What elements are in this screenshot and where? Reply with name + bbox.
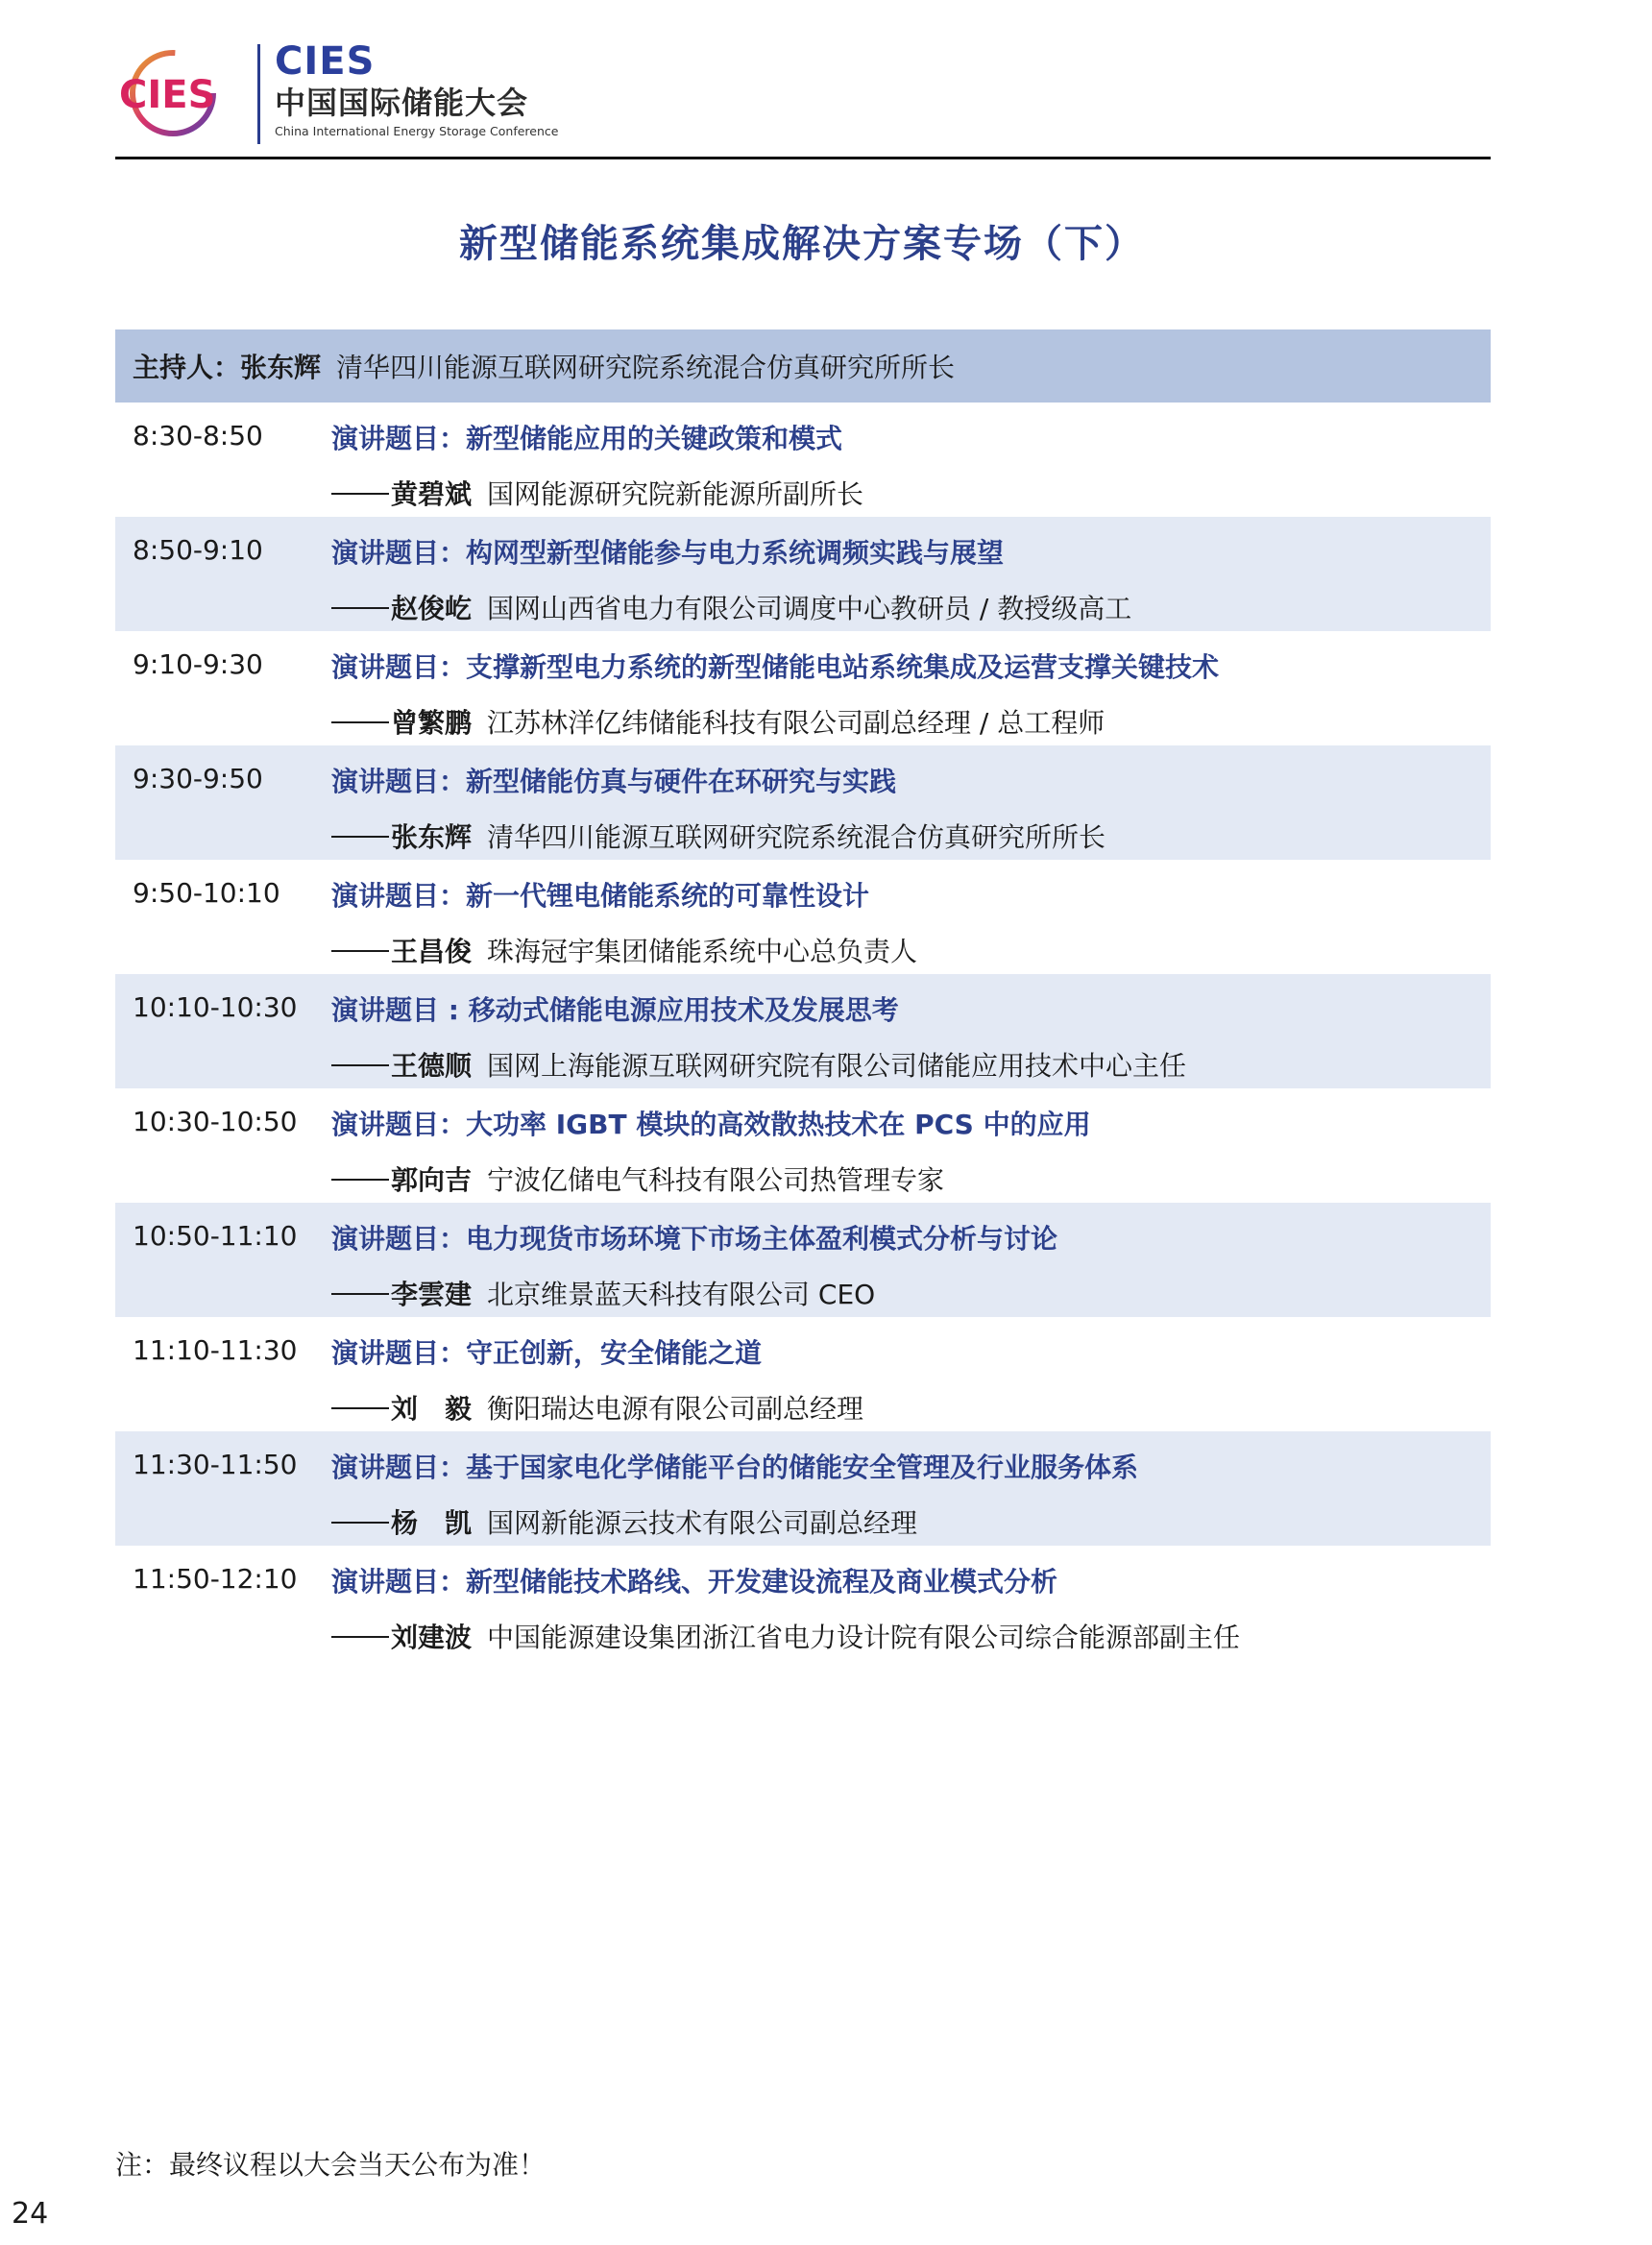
speaker-name: 刘建波	[391, 1622, 473, 1653]
em-dash-rule	[331, 493, 389, 495]
em-dash-rule	[331, 836, 389, 838]
speaker-name: 王德顺	[391, 1050, 473, 1082]
speaker-affiliation: 国网新能源云技术有限公司副总经理	[487, 1507, 918, 1539]
em-dash-rule	[331, 607, 389, 609]
slot-topic: 演讲题目：基于国家电化学储能平台的储能安全管理及行业服务体系	[331, 1452, 1139, 1483]
speaker-affiliation: 中国能源建设集团浙江省电力设计院有限公司综合能源部副主任	[487, 1622, 1241, 1653]
host-label: 主持人：张东辉	[133, 352, 322, 383]
speaker-affiliation: 衡阳瑞达电源有限公司副总经理	[487, 1393, 864, 1425]
header-rule	[115, 157, 1491, 159]
speaker-line	[331, 1045, 1186, 1084]
slot-time: 9:10-9:30	[133, 648, 263, 680]
speaker-line	[331, 1159, 944, 1198]
slot-topic: 演讲题目：大功率 IGBT 模块的高效散热技术在 PCS 中的应用	[331, 1109, 1091, 1140]
em-dash-rule	[331, 1407, 389, 1409]
agenda-row	[115, 517, 1491, 631]
slot-topic: 演讲题目：电力现货市场环境下市场主体盈利模式分析与讨论	[331, 1223, 1058, 1255]
host-description: 清华四川能源互联网研究院系统混合仿真研究所所长	[336, 352, 956, 383]
speaker-name: 张东辉	[391, 821, 473, 853]
em-dash-rule	[331, 1064, 389, 1066]
slot-time: 8:30-8:50	[133, 420, 263, 451]
svg-text:CIES: CIES	[119, 73, 216, 117]
host-row	[115, 329, 1491, 403]
em-dash-rule	[331, 1522, 389, 1524]
speaker-line	[331, 931, 917, 969]
slot-time: 8:50-9:10	[133, 534, 263, 566]
slot-time: 10:10-10:30	[133, 991, 298, 1023]
speaker-line	[331, 588, 1131, 626]
em-dash-rule	[331, 950, 389, 952]
speaker-affiliation: 珠海冠宇集团储能系统中心总负责人	[487, 936, 918, 967]
speaker-name: 曾繁鹏	[391, 707, 473, 739]
slot-topic: 演讲题目：新型储能应用的关键政策和模式	[331, 423, 843, 454]
speaker-name: 郭向吉	[391, 1164, 473, 1196]
agenda-row	[115, 1203, 1491, 1317]
slot-topic: 演讲题目：构网型新型储能参与电力系统调频实践与展望	[331, 537, 1005, 569]
agenda-row	[115, 403, 1491, 517]
conference-logo	[113, 37, 594, 150]
speaker-line	[331, 702, 1105, 741]
speaker-line	[331, 1502, 917, 1541]
em-dash-rule	[331, 1636, 389, 1638]
speaker-affiliation: 国网上海能源互联网研究院有限公司储能应用技术中心主任	[487, 1050, 1187, 1082]
em-dash-rule	[331, 721, 389, 723]
slot-time: 11:30-11:50	[133, 1449, 298, 1480]
agenda-row	[115, 1088, 1491, 1203]
em-dash-rule	[331, 1293, 389, 1295]
slot-time: 9:50-10:10	[133, 877, 280, 909]
cies-logo-mark-icon	[113, 46, 240, 140]
speaker-name: 黄碧斌	[391, 478, 473, 510]
speaker-name: 杨 凯	[391, 1507, 473, 1539]
session-title: 新型储能系统集成解决方案专场（下）	[459, 222, 1145, 266]
speaker-name: 王昌俊	[391, 936, 473, 967]
agenda-note: 注：最终议程以大会当天公布为准！	[115, 2149, 547, 2181]
logo-wordmark	[275, 40, 558, 140]
slot-time: 11:50-12:10	[133, 1563, 298, 1595]
speaker-name: 李雲建	[391, 1279, 473, 1310]
slot-time: 11:10-11:30	[133, 1334, 298, 1366]
slot-topic: 演讲题目：新一代锂电储能系统的可靠性设计	[331, 880, 870, 912]
slot-topic: 演讲题目：守正创新，安全储能之道	[331, 1337, 763, 1369]
speaker-affiliation: 江苏林洋亿纬储能科技有限公司副总经理 / 总工程师	[487, 707, 1105, 739]
speaker-affiliation: 国网山西省电力有限公司调度中心教研员 / 教授级高工	[487, 593, 1132, 624]
logo-english-name: China International Energy Storage Conference	[275, 124, 559, 138]
agenda-row	[115, 631, 1491, 745]
agenda-row	[115, 1431, 1491, 1546]
logo-divider	[257, 44, 260, 144]
agenda-row	[115, 974, 1491, 1088]
logo-acronym: CIES	[275, 39, 376, 84]
slot-time: 9:30-9:50	[133, 763, 263, 794]
speaker-affiliation: 北京维景蓝天科技有限公司 CEO	[487, 1279, 876, 1310]
em-dash-rule	[331, 1179, 389, 1181]
speaker-name: 刘 毅	[391, 1393, 473, 1425]
agenda-row	[115, 860, 1491, 974]
slot-topic: 演讲题目：新型储能技术路线、开发建设流程及商业模式分析	[331, 1566, 1058, 1598]
speaker-line	[331, 817, 1105, 855]
speaker-affiliation: 清华四川能源互联网研究院系统混合仿真研究所所长	[487, 821, 1106, 853]
page-number: 24	[12, 2197, 49, 2231]
agenda-slots	[115, 403, 1491, 1660]
slot-time: 10:30-10:50	[133, 1106, 298, 1137]
agenda-table	[115, 329, 1491, 1660]
slot-topic: 演讲题目 : 移动式储能电源应用技术及发展思考	[331, 994, 899, 1026]
agenda-row	[115, 1317, 1491, 1431]
speaker-line	[331, 1617, 1240, 1655]
speaker-affiliation: 宁波亿储电气科技有限公司热管理专家	[487, 1164, 945, 1196]
agenda-row	[115, 1546, 1491, 1660]
speaker-line	[331, 1274, 875, 1312]
speaker-line	[331, 474, 863, 512]
slot-topic: 演讲题目：新型储能仿真与硬件在环研究与实践	[331, 766, 897, 797]
logo-chinese-name: 中国国际储能大会	[275, 85, 529, 121]
slot-time: 10:50-11:10	[133, 1220, 298, 1252]
speaker-line	[331, 1388, 863, 1427]
speaker-affiliation: 国网能源研究院新能源所副所长	[487, 478, 864, 510]
slot-topic: 演讲题目：支撑新型电力系统的新型储能电站系统集成及运营支撑关键技术	[331, 651, 1220, 683]
speaker-name: 赵俊屹	[391, 593, 473, 624]
agenda-row	[115, 745, 1491, 860]
